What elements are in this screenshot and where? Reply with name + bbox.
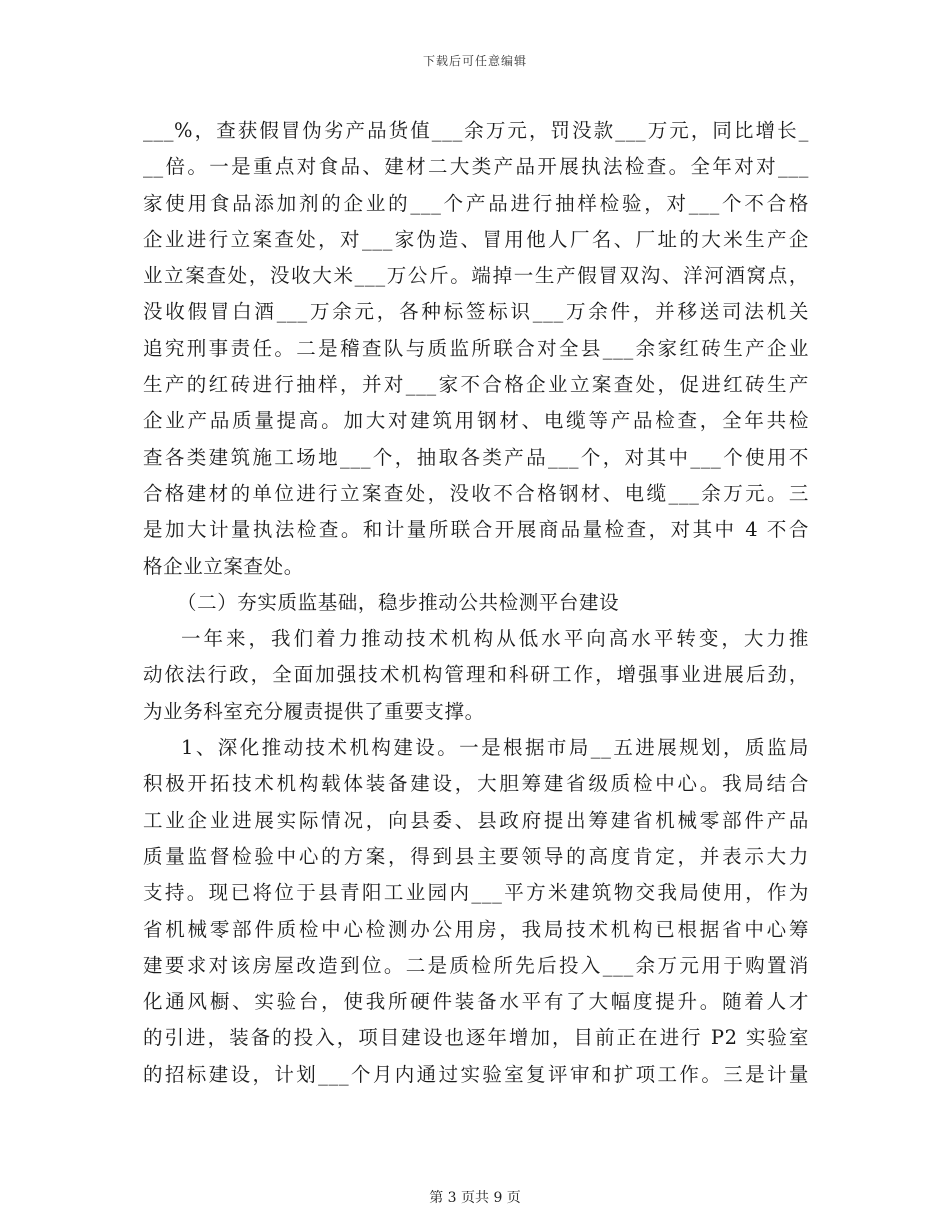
body-line: 是加大计量执法检查。和计量所联合开展商品量检查，对其中 4 不合 [143,518,809,542]
body-line: 企业产品质量提高。加大对建筑用钢材、电缆等产品检查，全年共检 [143,409,809,433]
body-line: 的引进，装备的投入，项目建设也逐年增加，目前正在进行 P2 实验室 [143,1026,809,1050]
document-body [143,113,809,1093]
body-line: 业立案查处，没收大米___万公斤。端掉一生产假冒双沟、洋河酒窝点， [143,264,809,288]
page-header: 下载后可任意编辑 [422,54,527,68]
body-line: 为业务科室充分履责提供了重要支撑。 [143,699,485,723]
body-line: 支持。现已将位于县青阳工业园内___平方米建筑物交我局使用，作为 [143,881,809,905]
body-line: 建要求对该房屋改造到位。二是质检所先后投入___余万元用于购置消 [143,953,809,977]
body-line: 生产的红砖进行抽样，并对___家不合格企业立案查处，促进红砖生产 [143,373,809,397]
body-line: 追究刑事责任。二是稽查队与质监所联合对全县___余家红砖生产企业 [143,336,809,360]
body-line: 质量监督检验中心的方案，得到县主要领导的高度肯定，并表示大力 [143,844,809,868]
body-line: ___%，查获假冒伪劣产品货值___余万元，罚没款___万元，同比增长_ [143,119,809,142]
body-line: 家使用食品添加剂的企业的___个产品进行抽样检验，对___个不合格 [143,191,809,215]
body-line: 工业企业进展实际情况，向县委、县政府提出筹建省机械零部件产品 [143,808,809,832]
body-line: 省机械零部件质检中心检测办公用房，我局技术机构已根据省中心筹 [143,917,809,941]
body-line: 动依法行政，全面加强技术机构管理和科研工作，增强事业进展后劲， [143,663,809,687]
section-heading: （二）夯实质监基础，稳步推动公共检测平台建设 [177,590,620,614]
body-line: 1、深化推动技术机构建设。一是根据市局__五进展规划，质监局 [181,736,809,760]
body-line: 积极开拓技术机构载体装备建设，大胆筹建省级质检中心。我局结合 [143,772,809,796]
body-line: 的招标建设，计划___个月内通过实验室复评审和扩项工作。三是计量 [143,1062,809,1086]
body-line: 一年来，我们着力推动技术机构从低水平向高水平转变，大力推 [181,627,809,651]
page-number: 第 3 页共 9 页 [429,1190,521,1206]
body-line: 没收假冒白酒___万余元，各种标签标识___万余件，并移送司法机关 [143,300,809,324]
body-line: 查各类建筑施工场地___个，抽取各类产品___个，对其中___个使用不 [143,445,809,469]
body-line: 企业进行立案查处，对___家伪造、冒用他人厂名、厂址的大米生产企 [143,227,809,251]
body-line: 格企业立案查处。 [143,554,304,578]
body-line: __倍。一是重点对食品、建材二大类产品开展执法检查。全年对对___ [143,155,809,179]
body-line: 合格建材的单位进行立案查处，没收不合格钢材、电缆___余万元。三 [143,481,809,505]
body-line: 化通风橱、实验台，使我所硬件装备水平有了大幅度提升。随着人才 [143,990,809,1014]
